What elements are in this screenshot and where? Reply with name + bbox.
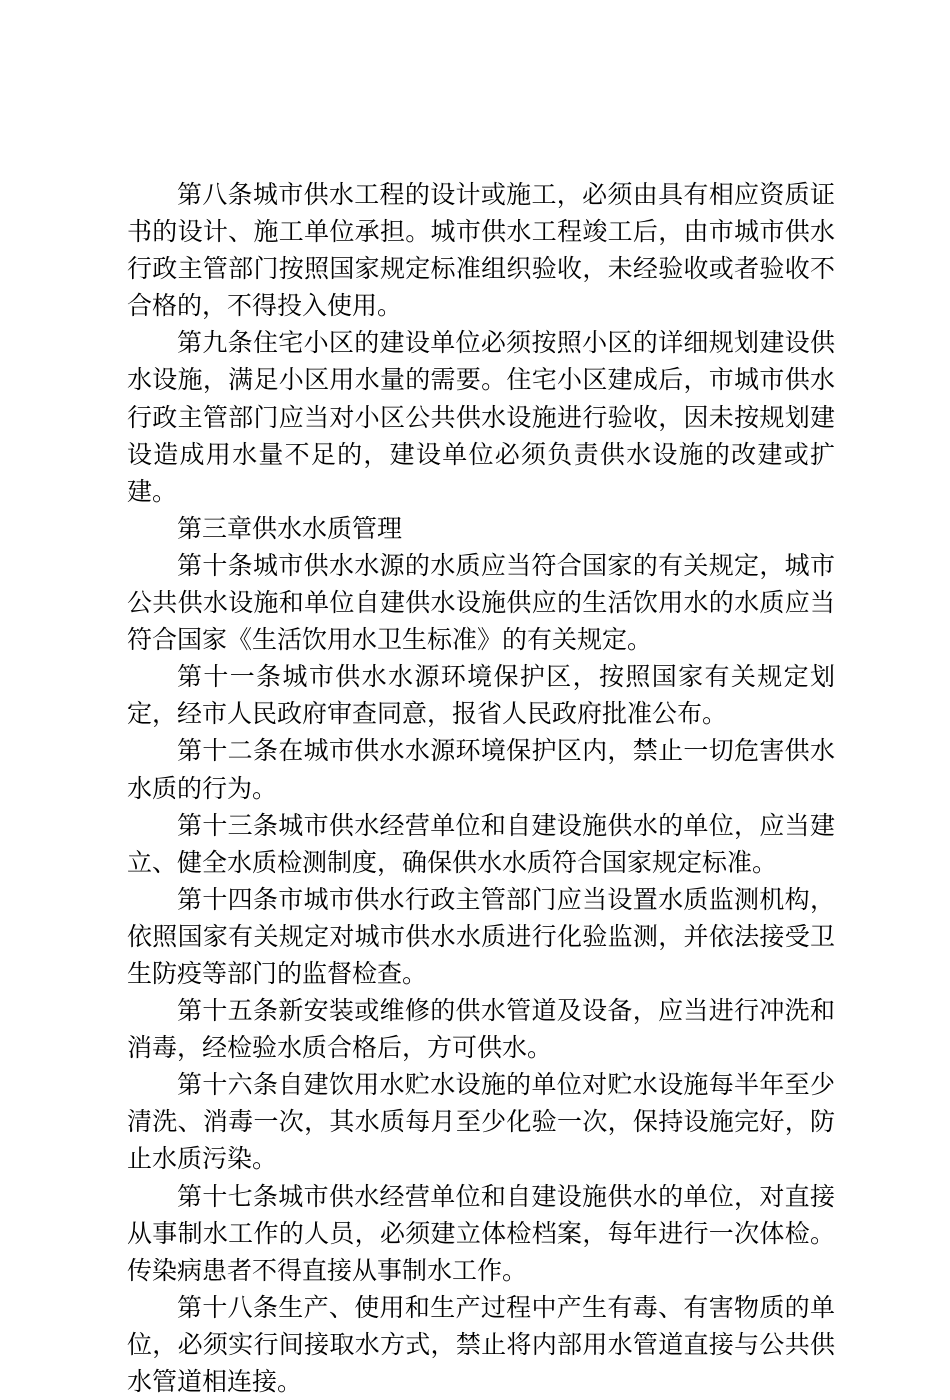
- document-body: [127, 176, 835, 1400]
- article-8-paragraph: 第八条城市供水工程的设计或施工，必须由具有相应资质证书的设计、施工单位承担。城市供水工程竣工后，由市城市供水行政主管部门按照国家规定标准组织验收，未经验收或者验收不合格的，不得投入使用。: [127, 180, 835, 321]
- chapter-3-heading: 第三章供水水质管理: [177, 513, 403, 543]
- article-16-paragraph: 第十六条自建饮用水贮水设施的单位对贮水设施每半年至少清洗、消毒一次，其水质每月至少化验一次，保持设施完好，防止水质污染。: [127, 1070, 835, 1174]
- article-9-paragraph: 第九条住宅小区的建设单位必须按照小区的详细规划建设供水设施，满足小区用水量的需要。住宅小区建成后，市城市供水行政主管部门应当对小区公共供水设施进行验收，因未按规划建设造成用水量不足的，建设单位必须负责供水设施的改建或扩建。: [127, 328, 835, 506]
- article-14-paragraph: 第十四条市城市供水行政主管部门应当设置水质监测机构，依照国家有关规定对城市供水水质进行化验监测，并依法接受卫生防疫等部门的监督检查。: [127, 884, 835, 988]
- article-11-paragraph: 第十一条城市供水水源环境保护区，按照国家有关规定划定，经市人民政府审查同意，报省人民政府批准公布。: [127, 662, 835, 729]
- article-15-paragraph: 第十五条新安装或维修的供水管道及设备，应当进行冲洗和消毒，经检验水质合格后，方可供水。: [127, 996, 835, 1063]
- article-12-paragraph: 第十二条在城市供水水源环境保护区内，禁止一切危害供水水质的行为。: [127, 736, 835, 803]
- article-18-paragraph: 第十八条生产、使用和生产过程中产生有毒、有害物质的单位，必须实行间接取水方式，禁止将内部用水管道直接与公共供水管道相连接。: [127, 1292, 835, 1396]
- article-13-paragraph: 第十三条城市供水经营单位和自建设施供水的单位，应当建立、健全水质检测制度，确保供水水质符合国家规定标准。: [127, 810, 835, 877]
- article-17-paragraph: 第十七条城市供水经营单位和自建设施供水的单位，对直接从事制水工作的人员，必须建立体检档案，每年进行一次体检。传染病患者不得直接从事制水工作。: [127, 1181, 835, 1285]
- article-10-paragraph: 第十条城市供水水源的水质应当符合国家的有关规定，城市公共供水设施和单位自建供水设施供应的生活饮用水的水质应当符合国家《生活饮用水卫生标准》的有关规定。: [127, 550, 835, 655]
